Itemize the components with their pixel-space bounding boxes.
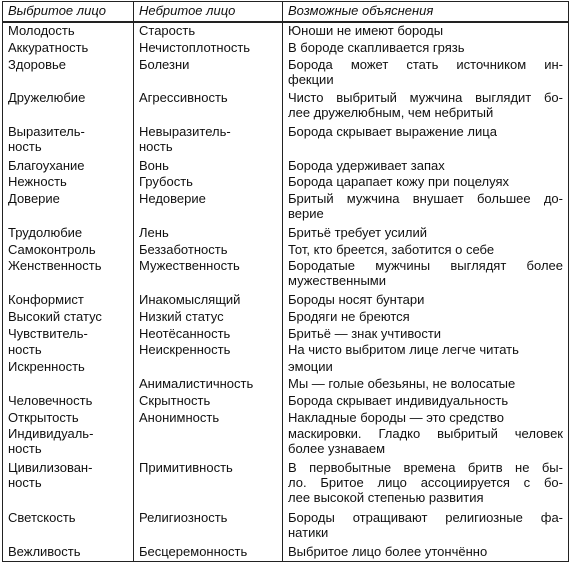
cell-unshaved	[134, 426, 283, 460]
cell-line: Агрессивность	[139, 90, 228, 106]
cell-line: Молодость	[8, 23, 75, 38]
cell-line: Борода может стать источником ин-	[288, 56, 563, 72]
cell-line: ность	[8, 474, 42, 490]
cell-line: Дружелюбие	[8, 90, 86, 106]
cell-shaved	[3, 410, 134, 427]
cell-line: ность	[139, 138, 173, 154]
cell-line: Бритый мужчина внушает большее до-	[288, 191, 563, 207]
cell-line: лее высокой степенью развития	[288, 489, 484, 505]
table-row	[3, 326, 569, 343]
cell-line: Светскость	[8, 510, 76, 526]
table-row	[3, 174, 569, 191]
cell-unshaved	[134, 40, 283, 57]
cell-line: Неотёсанность	[139, 325, 231, 341]
cell-explanation	[283, 326, 569, 343]
cell-explanation	[283, 258, 569, 292]
cell-explanation	[283, 460, 569, 510]
table-row	[3, 258, 569, 292]
cell-line: Грубость	[139, 174, 193, 190]
cell-line: Доверие	[8, 191, 60, 207]
cell-shaved	[3, 292, 134, 309]
cell-explanation	[283, 342, 569, 359]
cell-line: Бороды носят бунтари	[288, 291, 425, 307]
cell-unshaved	[134, 376, 283, 393]
cell-line: Бороды отращивают религиозные фа-	[288, 510, 563, 526]
header-explanations: Возможные объяснения	[283, 2, 569, 23]
cell-explanation	[283, 393, 569, 410]
cell-line: Примитивность	[139, 459, 233, 475]
cell-line: ность	[8, 441, 42, 457]
cell-line: Вонь	[139, 157, 169, 173]
table-row	[3, 544, 569, 562]
header-unshaved: Небритое лицо	[134, 2, 283, 23]
cell-line: Неискренность	[139, 342, 231, 358]
table-row	[3, 410, 569, 427]
cell-line: мужественными	[288, 273, 387, 289]
table-body	[3, 22, 569, 562]
header-row	[3, 2, 569, 23]
cell-line: Здоровье	[8, 56, 67, 72]
cell-line: Юноши не имеют бороды	[288, 23, 444, 38]
table-row	[3, 90, 569, 124]
cell-line: эмоции	[288, 359, 333, 375]
cell-shaved	[3, 242, 134, 259]
cell-unshaved	[134, 225, 283, 242]
cell-line: Конформист	[8, 291, 84, 307]
cell-explanation	[283, 57, 569, 91]
cell-explanation	[283, 242, 569, 259]
cell-line: натики	[288, 525, 329, 541]
cell-line: Бритьё — знак учтивости	[288, 325, 442, 341]
cell-line: В первобытные времена бритв не бы-	[288, 459, 563, 475]
table-row	[3, 124, 569, 158]
cell-explanation	[283, 22, 569, 40]
cell-line: Вежливость	[8, 543, 81, 559]
cell-explanation	[283, 426, 569, 460]
header-shaved: Выбритое лицо	[3, 2, 134, 23]
cell-explanation	[283, 359, 569, 376]
cell-shaved	[3, 393, 134, 410]
cell-line: Борода царапает кожу при поцелуях	[288, 174, 509, 190]
cell-explanation	[283, 174, 569, 191]
cell-line: Человечность	[8, 392, 93, 408]
cell-line: Чувствитель-	[8, 325, 88, 341]
table-row	[3, 191, 569, 225]
cell-line: Мы — голые обезьяны, не волосатые	[288, 375, 516, 391]
cell-line: лее дружелюбным, чем небритый	[288, 105, 494, 121]
cell-line: Старость	[139, 23, 196, 38]
cell-line: Недоверие	[139, 191, 206, 207]
cell-unshaved	[134, 460, 283, 510]
cell-line: Открытость	[8, 409, 79, 425]
cell-unshaved	[134, 258, 283, 292]
cell-line: Нежность	[8, 174, 67, 190]
cell-unshaved	[134, 191, 283, 225]
cell-line: Болезни	[139, 56, 190, 72]
cell-line: ность	[8, 138, 42, 154]
cell-unshaved	[134, 544, 283, 562]
table-row	[3, 359, 569, 376]
cell-unshaved	[134, 158, 283, 175]
cell-explanation	[283, 376, 569, 393]
cell-unshaved	[134, 90, 283, 124]
table-row	[3, 292, 569, 309]
cell-explanation	[283, 292, 569, 309]
table-row	[3, 376, 569, 393]
cell-unshaved	[134, 410, 283, 427]
cell-unshaved	[134, 359, 283, 376]
cell-unshaved	[134, 292, 283, 309]
cell-line: На чисто выбритом лице легче читать	[288, 342, 519, 358]
cell-shaved	[3, 326, 134, 343]
cell-shaved	[3, 124, 134, 158]
cell-line: верие	[288, 206, 324, 222]
cell-line: Искренность	[8, 359, 85, 375]
cell-line: Трудолюбие	[8, 224, 83, 240]
cell-line: Лень	[139, 224, 169, 240]
cell-line: Борода скрывает индивидуальность	[288, 392, 509, 408]
cell-line: ло. Бритое лицо ассоциируется с бо-	[288, 474, 563, 490]
cell-explanation	[283, 225, 569, 242]
cell-line: Борода удерживает запах	[288, 157, 445, 173]
cell-line: Цивилизован-	[8, 459, 93, 475]
cell-explanation	[283, 124, 569, 158]
cell-shaved	[3, 191, 134, 225]
comparison-table	[2, 1, 569, 562]
cell-explanation	[283, 158, 569, 175]
cell-line: Аккуратность	[8, 39, 89, 55]
cell-shaved	[3, 510, 134, 544]
cell-line: Анонимность	[139, 409, 220, 425]
cell-shaved	[3, 40, 134, 57]
cell-line: В бороде скапливается грязь	[288, 39, 465, 55]
cell-shaved	[3, 90, 134, 124]
table-row	[3, 426, 569, 460]
cell-line: Религиозность	[139, 510, 228, 526]
cell-unshaved	[134, 124, 283, 158]
cell-line: Инакомыслящий	[139, 291, 241, 307]
cell-explanation	[283, 410, 569, 427]
cell-unshaved	[134, 174, 283, 191]
cell-shaved	[3, 376, 134, 393]
cell-line: более узнаваем	[288, 441, 386, 457]
cell-shaved	[3, 174, 134, 191]
cell-line: фекции	[288, 71, 334, 87]
table-row	[3, 40, 569, 57]
cell-line: Бродяги не бреются	[288, 308, 410, 324]
table-row	[3, 22, 569, 40]
cell-shaved	[3, 258, 134, 292]
cell-shaved	[3, 158, 134, 175]
cell-shaved	[3, 359, 134, 376]
cell-explanation	[283, 191, 569, 225]
cell-line: ность	[8, 342, 42, 358]
cell-unshaved	[134, 242, 283, 259]
cell-shaved	[3, 22, 134, 40]
cell-unshaved	[134, 393, 283, 410]
cell-line: маскировки. Гладко выбритый человек	[288, 426, 563, 442]
cell-line: Женственность	[8, 258, 102, 274]
cell-shaved	[3, 342, 134, 359]
table-row	[3, 57, 569, 91]
cell-shaved	[3, 309, 134, 326]
cell-unshaved	[134, 22, 283, 40]
cell-unshaved	[134, 57, 283, 91]
table-row	[3, 242, 569, 259]
table-row	[3, 309, 569, 326]
cell-unshaved	[134, 326, 283, 343]
cell-unshaved	[134, 510, 283, 544]
cell-shaved	[3, 544, 134, 562]
cell-line: Бритьё требует усилий	[288, 224, 427, 240]
cell-line: Выбритое лицо более утончённо	[288, 543, 488, 559]
cell-line: Анималистичность	[139, 375, 254, 391]
table-row	[3, 158, 569, 175]
cell-line: Выразитель-	[8, 123, 85, 139]
table-row	[3, 342, 569, 359]
cell-line: Бесцеремонность	[139, 543, 248, 559]
cell-shaved	[3, 225, 134, 242]
cell-line: Нечистоплотность	[139, 39, 251, 55]
cell-line: Самоконтроль	[8, 241, 96, 257]
table-row	[3, 393, 569, 410]
cell-explanation	[283, 510, 569, 544]
cell-explanation	[283, 40, 569, 57]
cell-unshaved	[134, 342, 283, 359]
cell-line: Бородатые мужчины выглядят более	[288, 258, 563, 274]
table-row	[3, 510, 569, 544]
table-row	[3, 460, 569, 510]
cell-line: Индивидуаль-	[8, 426, 94, 442]
cell-shaved	[3, 460, 134, 510]
cell-line: Скрытность	[139, 392, 211, 408]
cell-explanation	[283, 544, 569, 562]
cell-shaved	[3, 57, 134, 91]
cell-line: Борода скрывает выражение лица	[288, 123, 497, 139]
cell-line: Беззаботность	[139, 241, 228, 257]
cell-shaved	[3, 426, 134, 460]
cell-line: Невыразитель-	[139, 123, 231, 139]
cell-line: Низкий статус	[139, 308, 224, 324]
cell-line: Высокий статус	[8, 308, 102, 324]
cell-line: Благоухание	[8, 157, 85, 173]
cell-line: Мужественность	[139, 258, 240, 274]
cell-line: Тот, кто бреется, заботится о себе	[288, 241, 495, 257]
cell-explanation	[283, 309, 569, 326]
cell-unshaved	[134, 309, 283, 326]
cell-line: Чисто выбритый мужчина выглядит бо-	[288, 90, 563, 106]
cell-line: Накладные бороды — это средство	[288, 409, 504, 425]
cell-explanation	[283, 90, 569, 124]
table-row	[3, 225, 569, 242]
